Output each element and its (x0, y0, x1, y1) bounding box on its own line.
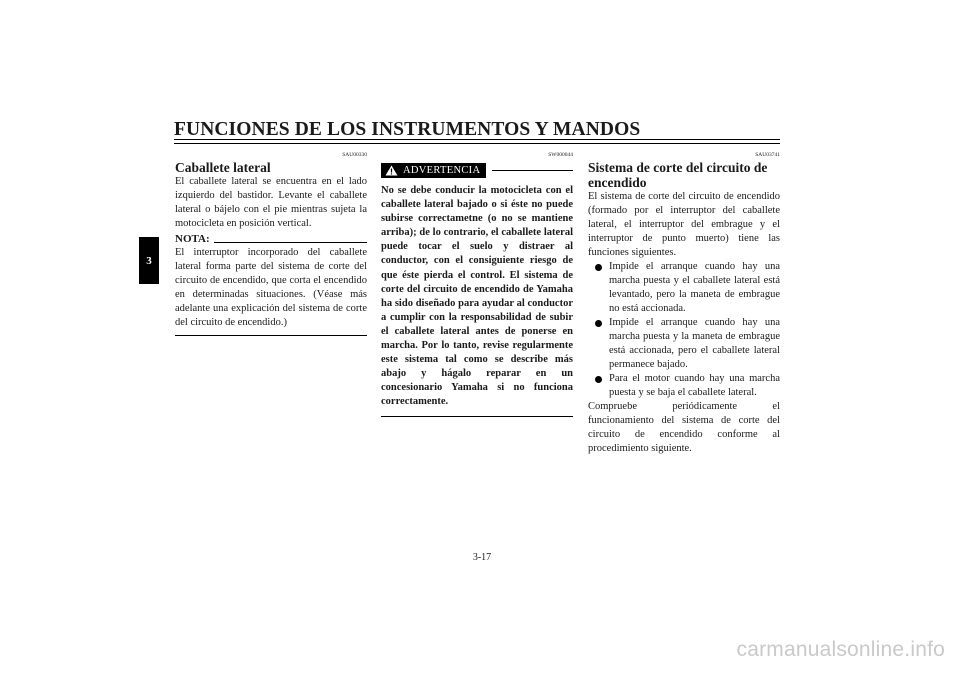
note-label: NOTA: (175, 233, 210, 245)
body-paragraph: El caballete lateral se encuentra en el lado izquierdo del bastidor. Levante el caballete lateral o bájelo con el pie mientras sujeta la motocicleta en posición vertical. (175, 176, 367, 229)
warning-code: SW000044 (548, 152, 573, 158)
chapter-tab: 3 (139, 237, 159, 284)
warning-badge (381, 163, 486, 178)
warning-triangle-icon (385, 165, 398, 176)
bullet-icon (595, 320, 602, 327)
note-rule (214, 242, 367, 243)
note-end-rule (175, 335, 367, 336)
warning-header (381, 163, 573, 178)
warning-label: ADVERTENCIA (403, 165, 481, 176)
list-item (588, 372, 780, 400)
note-header (175, 232, 367, 246)
column-side-stand (175, 152, 367, 336)
warning-end-rule (381, 416, 573, 417)
section-code: SAU00330 (342, 152, 367, 158)
section-heading: Sistema de corte del circuito de encendido (588, 160, 768, 190)
section-heading: Caballete lateral (175, 160, 271, 175)
header-rule (174, 139, 780, 140)
watermark: carmanualsonline.info (736, 638, 945, 661)
bullet-icon (595, 264, 602, 271)
column-warning (381, 152, 573, 417)
section-code: SAU03741 (755, 152, 780, 158)
list-item (588, 260, 780, 316)
list-item-text: Impide el arranque cuando hay una marcha puesta y la maneta de embrague está accionada, pero el caballete lateral permanece bajado. (609, 317, 780, 370)
list-item-text: Para el motor cuando hay una marcha puesta y se baja el caballete lateral. (609, 373, 780, 398)
note-text: El interruptor incorporado del caballete lateral forma parte del sistema de corte del circuito de encendido, que corta el encendido en determinadas situaciones. (Véase más adelante una explicación del sistema de corte del circuito de encendido.) (175, 247, 367, 328)
column-ignition-cutoff (588, 152, 780, 456)
header-rule-thin (174, 143, 780, 144)
list-item (588, 316, 780, 372)
outro-paragraph: Compruebe periódicamente el funcionamiento del sistema de corte del circuito de encendido conforme al procedimiento siguiente. (588, 401, 780, 454)
bullet-icon (595, 376, 602, 383)
page-header: FUNCIONES DE LOS INSTRUMENTOS Y MANDOS (174, 119, 641, 140)
list-item-text: Impide el arranque cuando hay una marcha puesta y el caballete lateral está levantado, pero la maneta de embrague no está accionada. (609, 261, 780, 314)
function-list (588, 260, 780, 400)
page-number: 3-17 (472, 552, 492, 563)
warning-text: No se debe conducir la motocicleta con el caballete lateral bajado o si éste no puede subirse correctametne (o no se mantiene arriba); de lo contrario, el caballete lateral puede tocar el suelo y distraer al conductor, con el consiguiente riesgo de que éste pierda el control. El sistema de corte del circuito de encendido de Yamaha ha sido diseñado para ayudar al conductor a cumplir con la responsabilidad de subir el caballete lateral antes de ponerse en marcha. Por lo tanto, revise regularmente este sistema tal como se describe más abajo y hágalo reparar en un concesionario Yamaha si no funciona correctamente. (381, 185, 573, 408)
warning-rule (492, 170, 573, 171)
intro-paragraph: El sistema de corte del circuito de encendido (formado por el interruptor del caballete lateral, el interruptor del embrague y el interruptor de punto muerto) tiene las funciones siguientes. (588, 191, 780, 258)
